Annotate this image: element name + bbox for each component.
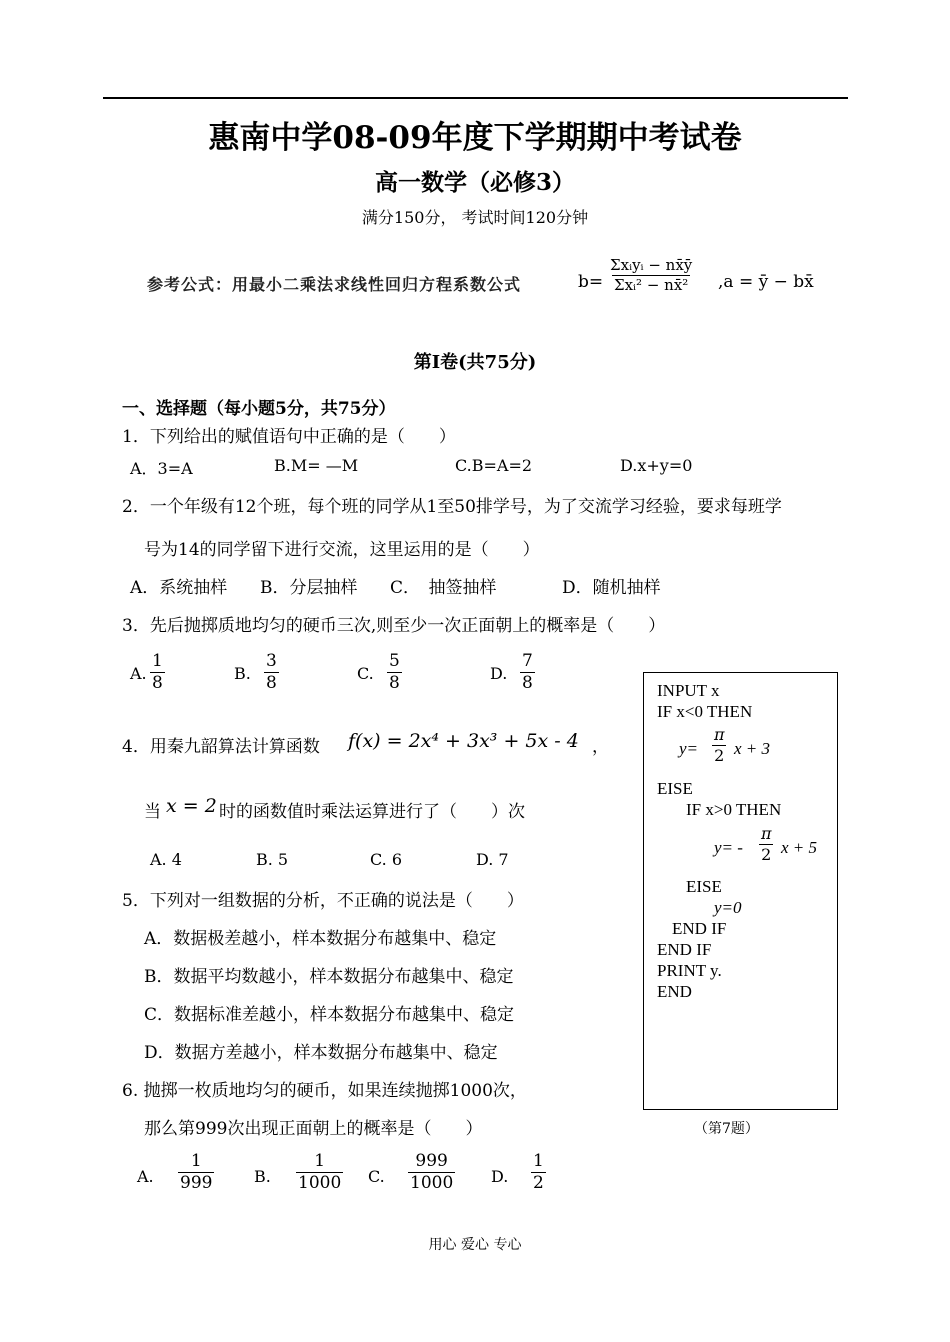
q4-line2-math: x = 2 [166,795,217,817]
program-line-if2: IF x>0 THEN [686,800,782,819]
program-line-y1-rhs: x + 3 [734,739,771,758]
q4-line2-suffix: 时的函数值时乘法运算进行了（ ）次 [219,802,525,822]
q3-option-d-label: D. [490,664,508,683]
q1-option-b: B.M= —M [274,456,359,475]
q4-line2-prefix: 当 [144,802,161,822]
q6-a-num: 1 [190,1151,202,1171]
q3-a-num: 1 [152,651,163,671]
q3-option-a-label: A. [130,664,147,683]
q4-stem-suffix: ， [592,737,609,757]
q3-option-c-fraction [387,651,402,695]
q5-option-c: C．数据标准差越小，样本数据分布越集中、稳定 [144,1005,515,1025]
q6-c-num: 999 [415,1151,448,1171]
q6-option-d-label: D. [491,1167,509,1186]
program-line-y3: y=0 [714,898,742,917]
program-y2-num: π [761,824,772,843]
regression-formula [578,246,818,326]
program-caption: （第7题） [694,1121,759,1137]
q3-stem: 3．先后抛掷质地均匀的硬币三次,则至少一次正面朝上的概率是（ ） [122,616,666,636]
program-y1-num: π [714,725,725,744]
program-y2-fraction [759,824,774,865]
page-footer: 用心 爱心 专心 [428,1237,522,1253]
q6-option-a-label: A. [137,1167,154,1186]
q6-option-c-label: C. [368,1167,385,1186]
q2-stem-line1: 2．一个年级有12个班，每个班的同学从1至50排学号，为了交流学习经验，要求每班学 [122,497,782,517]
q2-option-b: B．分层抽样 [260,578,358,598]
q3-option-b-label: B. [234,664,251,683]
q6-option-b-fraction [296,1151,343,1195]
top-rule [103,97,848,99]
q6-stem-line1: 6. 抛掷一枚质地均匀的硬币，如果连续抛掷1000次， [122,1081,527,1101]
q6-option-d-fraction [531,1151,546,1195]
q6-d-den: 2 [533,1173,544,1194]
q3-option-a-fraction [150,651,165,695]
program-line-else2: EISE [686,877,722,896]
q2-option-c: C． 抽签抽样 [390,578,497,598]
q6-option-a-fraction [178,1151,214,1195]
program-line-y1-lhs: y= [679,739,699,758]
q4-stem-prefix: 4．用秦九韶算法计算函数 [122,737,320,757]
q6-option-b-label: B. [254,1167,271,1186]
part-title: 一、选择题（每小题5分，共75分） [122,399,396,419]
q6-stem-line2: 那么第999次出现正面朝上的概率是（ ） [144,1119,483,1139]
program-y1-fraction [712,725,727,766]
q3-c-num: 5 [389,651,400,671]
q4-option-b: B. 5 [256,850,289,869]
program-y1-den: 2 [714,746,725,765]
q2-option-a: A．系统抽样 [130,578,228,598]
q1-option-d: D.x+y=0 [620,456,693,475]
q6-c-den: 1000 [410,1173,454,1194]
q3-b-den: 8 [266,673,277,694]
q5-option-a: A．数据极差越小，样本数据分布越集中、稳定 [144,929,497,949]
q5-option-d: D．数据方差越小，样本数据分布越集中、稳定 [144,1043,498,1063]
formula-b-denominator: Σxᵢ² − nx̄² [613,275,689,294]
q6-b-num: 1 [314,1151,326,1171]
q6-b-den: 1000 [298,1173,342,1194]
q3-d-num: 7 [522,651,533,671]
q1-option-c: C.B=A=2 [455,456,533,475]
formula-a-expression: ,a = ȳ − bx̄ [718,272,814,292]
exam-info: 满分150分， 考试时间120分钟 [361,208,589,227]
q1-stem: 1．下列给出的赋值语句中正确的是（ ） [122,427,456,447]
q5-option-b: B．数据平均数越小，样本数据分布越集中、稳定 [144,967,514,987]
q4-option-c: C. 6 [370,850,403,869]
q3-option-c-label: C. [357,664,374,683]
program-line-y2-lhs: y= - [714,838,743,857]
q3-option-b-fraction [264,651,279,695]
program-y2-den: 2 [761,845,772,864]
q2-option-d: D．随机抽样 [562,578,661,598]
program-line-endif1: END IF [672,919,727,938]
formula-description: 参考公式：用最小二乘法求线性回归方程系数公式 [147,275,522,294]
q4-option-d: D. 7 [476,850,509,869]
q3-option-d-fraction [520,651,535,695]
program-line-input: INPUT x [657,681,720,700]
q2-stem-line2: 号为14的同学留下进行交流，这里运用的是（ ） [144,540,540,560]
program-box [643,672,838,1110]
formula-b-label: b= [578,272,604,292]
program-line-print: PRINT y. [657,961,722,980]
program-line-else1: EISE [657,779,693,798]
formula-b-numerator: Σxᵢyᵢ − nx̄ȳ [610,256,693,274]
section-title: 第I卷(共75分) [413,352,537,373]
q6-d-num: 1 [533,1151,544,1171]
page-subtitle: 高一数学（必修3） [374,169,575,196]
q4-option-a: A. 4 [150,850,182,869]
q1-option-a: A．3=A [130,459,193,478]
q4-function: f(x) = 2x⁴ + 3x³ + 5x - 4 [348,730,579,752]
program-line-y2-rhs: x + 5 [781,838,818,857]
q5-stem: 5．下列对一组数据的分析，不正确的说法是（ ） [122,891,524,911]
q6-a-den: 999 [180,1173,213,1194]
q3-b-num: 3 [266,651,277,671]
program-line-end: END [657,982,692,1001]
program-line-if1: IF x<0 THEN [657,702,753,721]
page-title: 惠南中学08-09年度下学期期中考试卷 [208,120,742,156]
q3-d-den: 8 [522,673,533,694]
formula-b-fraction [608,256,694,295]
program-line-endif2: END IF [657,940,712,959]
q3-a-den: 8 [152,673,163,694]
q6-option-c-fraction [408,1151,455,1195]
q3-c-den: 8 [389,673,400,694]
